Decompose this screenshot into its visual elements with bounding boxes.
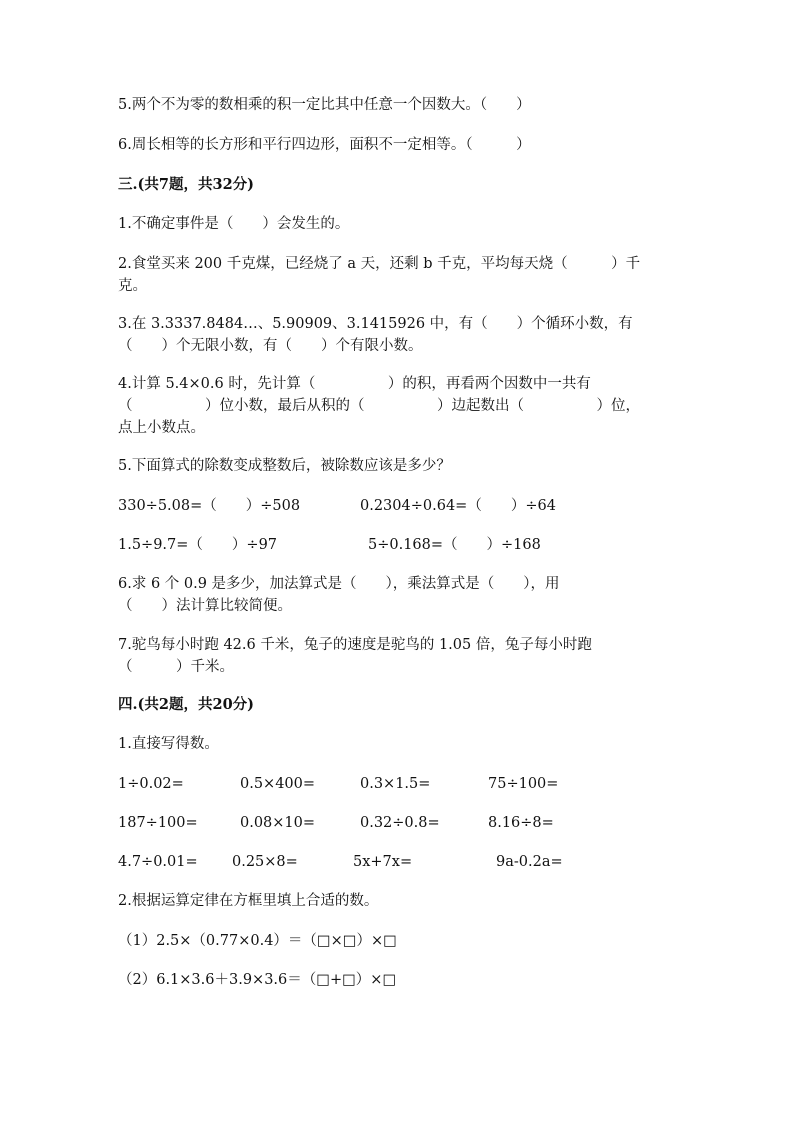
section-3-heading: 三.(共7题，共32分) [118,176,255,193]
s3-question-6-line1: 6.求 6 个 0.9 是多少，加法算式是（ ），乘法算式是（ ），用 [118,576,560,592]
question-6-statement: 6.周长相等的长方形和平行四边形，面积不一定相等。（ ） [118,137,531,153]
s4-question-2-part1: （1）2.5×（0.77×0.4）＝（□×□）×□ [118,933,397,949]
calc-item: 0.08×10= [240,815,316,831]
s3-question-4-line3: 点上小数点。 [118,420,205,436]
question-5-statement: 5.两个不为零的数相乘的积一定比其中任意一个因数大。（ ） [118,97,531,113]
calc-item: 5x+7x= [353,854,413,870]
s3-question-5-expr-a: 330÷5.08=（ ）÷508 [118,498,301,514]
s4-question-1: 1.直接写得数。 [118,736,219,752]
calc-item: 8.16÷8= [488,815,554,831]
calc-item: 9a-0.2a= [496,854,563,870]
s3-question-4-line1: 4.计算 5.4×0.6 时，先计算（ ）的积，再看两个因数中一共有 [118,376,591,392]
s4-question-2: 2.根据运算定律在方框里填上合适的数。 [118,893,379,909]
s3-question-3-line2: （ ）个无限小数，有（ ）个有限小数。 [118,338,423,354]
calc-item: 75÷100= [488,776,559,792]
calc-item: 0.32÷0.8= [360,815,440,831]
s3-question-5-expr-b: 0.2304÷0.64=（ ）÷64 [360,498,556,514]
s3-question-5-expr-d: 5÷0.168=（ ）÷168 [368,537,541,553]
s3-question-1: 1.不确定事件是（ ）会发生的。 [118,216,350,232]
calc-item: 187÷100= [118,815,198,831]
s4-question-2-part2: （2）6.1×3.6＋3.9×3.6＝（□+□）×□ [118,972,397,988]
calc-item: 0.25×8= [232,854,298,870]
s3-question-7-line2: （ ）千米。 [118,659,234,675]
calc-item: 4.7÷0.01= [118,854,198,870]
s3-question-3-line1: 3.在 3.3337.8484…、5.90909、3.1415926 中，有（ ）个循环小数，有 [118,316,633,332]
s3-question-6-line2: （ ）法计算比较简便。 [118,598,292,614]
calc-item: 0.3×1.5= [360,776,431,792]
s3-question-5-expr-c: 1.5÷9.7=（ ）÷97 [118,537,278,553]
s3-question-4-line2: （ ）位小数，最后从积的（ ）边起数出（ ）位， [118,398,640,414]
s3-question-2-line2: 克。 [118,278,147,294]
calc-item: 0.5×400= [240,776,316,792]
calc-item: 1÷0.02= [118,776,184,792]
s3-question-2-line1: 2.食堂买来 200 千克煤，已经烧了 a 天，还剩 b 千克，平均每天烧（ ）千 [118,256,641,272]
s3-question-5: 5.下面算式的除数变成整数后，被除数应该是多少？ [118,458,451,474]
s3-question-7-line1: 7.驼鸟每小时跑 42.6 千米，兔子的速度是驼鸟的 1.05 倍，兔子每小时跑 [118,637,592,653]
section-4-heading: 四.(共2题，共20分) [118,696,255,713]
